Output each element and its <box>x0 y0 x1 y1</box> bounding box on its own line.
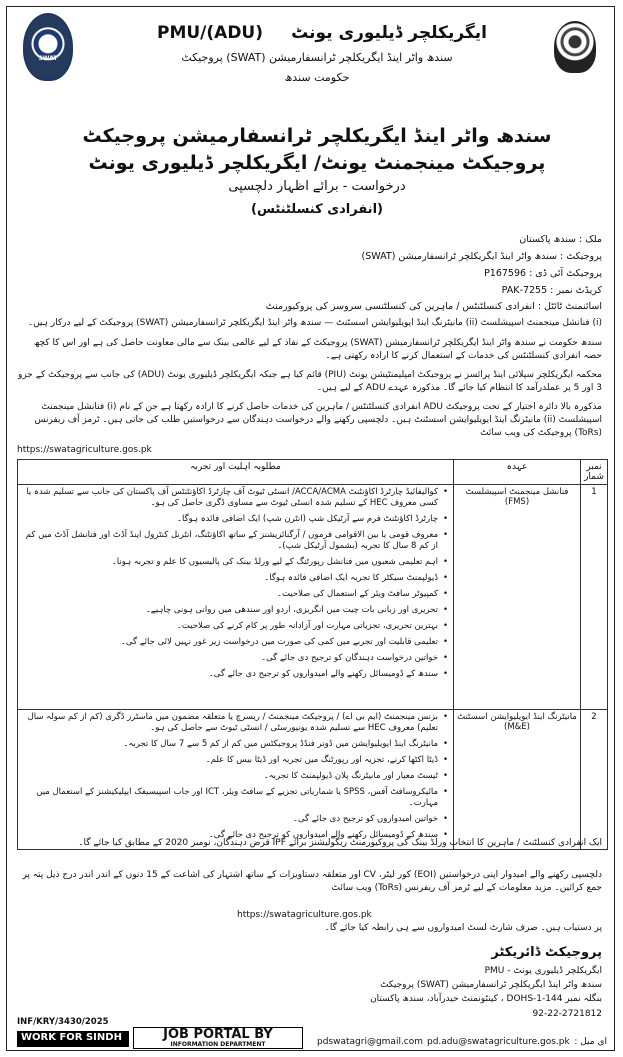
row-qualifications <box>18 710 454 850</box>
list-item: • ڈیولپمنٹ سیکٹر کا تجربہ ایک اضافی فائدہ ہوگا۔ <box>21 573 438 584</box>
footer-paragraph-3: پر دستیاب ہیں۔ صرف شارٹ لسٹ امیدواروں سے ہی رابطہ کیا جائے گا۔ <box>324 923 602 933</box>
job-portal-title: JOB PORTAL BY <box>163 1027 273 1042</box>
row-qualifications <box>18 485 454 710</box>
sindh-government-emblem <box>554 21 596 73</box>
list-item: • بزنس مینجمنٹ (ایم بی اے) / پروجیکٹ مینجمنٹ / ریسرچ یا متعلقہ مضمون میں ماسٹرز ڈگری (کم از کم سولہ سال تعلیم) معروف HEC سے تسلیم شدہ یونیورسٹی / انسٹی ٹیوٹ سے حاصل کی ہو۔ <box>21 712 438 734</box>
list-item: • سندھ کے ڈومیسائل رکھنے والے امیدواروں کو ترجیح دی جائے گی۔ <box>21 669 438 680</box>
email-label: ای میل : <box>574 1037 607 1047</box>
footer-website-link[interactable]: https://swatagriculture.gos.pk <box>237 910 372 920</box>
list-item: • ٹیسٹ معیار اور مانیٹرنگ پلان ڈیولپمنٹ کا تجربہ۔ <box>21 771 438 782</box>
project-director-title: پروجیکٹ ڈائریکٹر <box>491 945 602 960</box>
director-address-1: ایگریکلچر ڈیلیوری یونٹ - PMU <box>484 966 602 976</box>
paragraph-2: سندھ حکومت نے سندھ واٹر اینڈ ایگریکلچر ٹرانسفارمیشن (SWAT) پروجیکٹ کے نفاذ کے لیے عالمی بینک سے مالی معاونت حاصل کی ہے اور اس کا کچھ حصہ انفرادی کنسلٹنٹس کی خدمات کے استعمال کرنے کا ارادہ رکھتی ہے۔ <box>33 338 602 361</box>
list-item: • کوالیفائیڈ چارٹرڈ اکاؤنٹنٹ ACCA/ACMA/ انسٹی ٹیوٹ آف چارٹرڈ اکاؤنٹنٹس آف پاکستان کی جانب سے تسلیم شدہ یا کسی معروف HEC کے تسلیم شدہ انسٹی ٹیوٹ سے مساوی ڈگری حاصل کی ہو۔ <box>21 487 438 509</box>
title-individual-consultants: (انفرادی کنسلٹنٹس) <box>251 202 383 217</box>
row-serial: 2 <box>581 710 608 850</box>
header-post: عہدہ <box>454 460 581 485</box>
list-item: • مائیکروسافٹ آفس، SPSS یا شماریاتی تجزیے کے سافٹ ویئر، ICT اور جاب اسپیسیفک ایپلیکیشنز کے استعمال میں مہارت۔ <box>21 787 438 809</box>
title-eoi: درخواست - برائے اظہار دلچسپی <box>228 179 406 194</box>
list-item: • بہترین تحریری، تجزیاتی مہارت اور آزادانہ طور پر کام کرنے کی صلاحیت۔ <box>21 621 438 632</box>
list-item: • تحریری اور زبانی بات چیت میں انگریزی، اردو اور سندھی میں روانی ہونی چاہیے۔ <box>21 605 438 616</box>
advertisement-page <box>6 6 615 1051</box>
header-government-line: حکومت سندھ <box>284 71 350 84</box>
list-item: • چارٹرڈ اکاؤنٹنٹ فرم سے آرٹیکل شپ (انٹرن شپ) ایک اضافی فائدہ ہوگا۔ <box>21 514 438 525</box>
title-project: سندھ واٹر اینڈ ایگریکلچر ٹرانسفارمیشن پروجیکٹ <box>82 125 552 147</box>
paragraph-4: مذکورہ بالا دائرہ اختیار کے تحت پروجیکٹ ADU انفرادی کنسلٹنٹس / ماہرین کی خدمات حاصل کرنے کا ارادہ رکھتا ہے جن کے نام (i) فنانشل مینجمنٹ اسپیشلسٹ (ii) مانیٹرنگ اینڈ ایویلیوایشن اسسٹنٹ ہیں۔ دلچسپی رکھنے والے درخواست دہندگان سے درخواستیں طلب کی جاتی ہیں۔ ٹرمز آف ریفرنس (ToRs) پروجیکٹ کی ویب سائٹ <box>34 402 602 438</box>
footer-paragraph-2: دلچسپی رکھنے والے امیدوار اپنی درخواستیں (EOI) کور لیٹر، CV اور متعلقہ دستاویزات کے ساتھ اشتہار کی اشاعت کے 15 دنوں کے اندر اندر درج ذیل پتہ پر جمع کرائیں۔ مزید معلومات کے لیے ٹرمز آف ریفرنس (ToRs) ویب سائٹ <box>22 870 602 893</box>
phone-number: 92-22-2721812 <box>532 1009 602 1019</box>
header-project-line: سندھ واٹر اینڈ ایگریکلچر ٹرانسفارمیشن (SWAT) پروجیکٹ <box>181 51 453 64</box>
header-pmu <box>157 23 487 43</box>
job-portal-logo <box>133 1027 303 1049</box>
director-address-3: بنگلہ نمبر DOHS-1-144 ، کینٹونمنٹ حیدرآباد، سندھ پاکستان <box>370 994 602 1004</box>
table-row <box>18 710 608 850</box>
email-pd-adu[interactable]: pd.adu@swatagriculture.gos.pk <box>427 1037 570 1047</box>
swat-logo-left <box>23 13 73 81</box>
header-pmu-urdu: ایگریکلچر ڈیلیوری یونٹ <box>291 23 487 43</box>
job-portal-subtitle: INFORMATION DEPARTMENT <box>170 1041 266 1048</box>
list-item: • خواتین امیدواروں کو ترجیح دی جائے گی۔ <box>21 814 438 825</box>
list-item: • تعلیمی قابلیت اور تجربے میں کمی کی صورت میں درخواست زیر غور نہیں لائی جائے گی۔ <box>21 637 438 648</box>
director-address-2: سندھ واٹر اینڈ ایگریکلچر ٹرانسفارمیشن (SWAT) پروجیکٹ <box>380 980 602 990</box>
table-header-row <box>18 460 608 485</box>
table-row <box>18 485 608 710</box>
list-item: • سندھ کے ڈومیسائل رکھنے والے امیدواروں کو ترجیح دی جائے گی۔ <box>21 830 438 841</box>
row-post: فنانشل مینجمنٹ اسپیشلسٹ (FMS) <box>454 485 581 710</box>
list-item: • اہم تعلیمی شعبوں میں فنانشل رپورٹنگ کے لیے ورلڈ بینک کی پالیسیوں کا علم و تجربہ ہونا۔ <box>21 557 438 568</box>
info-country: ملک : سندھ پاکستان <box>519 234 602 245</box>
header-qualifications: مطلوبہ اہلیت اور تجربہ <box>18 460 454 485</box>
jobs-table <box>17 459 608 850</box>
director-phone <box>337 1008 602 1021</box>
website-link[interactable]: https://swatagriculture.gos.pk <box>17 445 152 455</box>
info-credit-no: کریڈٹ نمبر : 7255-PAK <box>501 285 602 296</box>
row-serial: 1 <box>581 485 608 710</box>
footer-paragraph-1: ایک انفرادی کنسلٹنٹ / ماہرین کا انتخاب ورلڈ بینک کی پروکیورمنٹ ریگولیشنز برائے IPF قرض دہندگان، نومبر 2020 کے مطابق کیا جائے گا۔ <box>78 838 602 848</box>
header-serial: نمبر شمار <box>581 460 608 485</box>
info-assignment: اسائنمنٹ ٹائٹل : انفرادی کنسلٹنٹس / ماہرین کی کنسلٹنسی سروسز کی پروکیورمنٹ <box>265 301 602 312</box>
list-item: • مانیٹرنگ اینڈ ایویلیوایشن میں ڈونر فنڈڈ پروجیکٹس میں کم از کم 5 سے 7 سال کا تجربہ۔ <box>21 739 438 750</box>
work-for-sindh-logo: WORK FOR SINDH <box>17 1031 129 1047</box>
info-project-id: پروجیکٹ آئی ڈی : P167596 <box>484 268 602 279</box>
row-post: مانیٹرنگ اینڈ ایویلیوایشن اسسٹنٹ (M&E) <box>454 710 581 850</box>
paragraph-1: (i) فنانشل مینجمنٹ اسپیشلسٹ (ii) مانیٹرنگ اینڈ ایویلیوایشن اسسٹنٹ — سندھ واٹر اینڈ ایگریکلچر ٹرانسفارمیشن (SWAT) پروجیکٹ کے لیے درکار ہیں۔ <box>27 318 602 328</box>
list-item: • کمپیوٹر سافٹ ویئر کے استعمال کی صلاحیت۔ <box>21 589 438 600</box>
reference-number: INF/KRY/3430/2025 <box>17 1017 109 1027</box>
title-unit: پروجیکٹ مینجمنٹ یونٹ/ ایگریکلچر ڈیلیوری یونٹ <box>88 152 546 174</box>
info-project: پروجیکٹ : سندھ واٹر اینڈ ایگریکلچر ٹرانسفارمیشن (SWAT) <box>361 251 602 262</box>
list-item: • خواتین درخواست دہندگان کو ترجیح دی جائے گی۔ <box>21 653 438 664</box>
header-pmu-latin: PMU/(ADU) <box>157 23 264 43</box>
swat-logo-text: SWAT <box>38 55 58 62</box>
email-pdswatagri[interactable]: pdswatagri@gmail.com <box>317 1037 424 1047</box>
paragraph-3: محکمہ ایگریکلچر سپلائی اینڈ پرائسز نے پروجیکٹ امپلیمنٹیشن یونٹ (PIU) قائم کیا ہے جبکہ ایگریکلچر ڈیلیوری یونٹ (ADU) کی جانب سے پروجیکٹ کے جزو 3 اور 5 پر عملدرآمد کا انتظام کیا جائے گا۔ مذکورہ عہدے ADU کے لیے ہیں۔ <box>17 370 602 393</box>
list-item: • ڈیٹا اکٹھا کرنے، تجزیہ اور رپورٹنگ میں تجربہ اور ڈیٹا بیس کا علم۔ <box>21 755 438 766</box>
list-item: • معروف قومی یا بین الاقوامی فرموں / آرگنائزیشنز کے ساتھ اکاؤنٹنگ، انٹرنل کنٹرول اینڈ آڈٹ اور فنانشل آڈٹ میں کم از کم 8 سال کا تجربہ (بشمول آرٹیکل شپ)۔ <box>21 530 438 552</box>
